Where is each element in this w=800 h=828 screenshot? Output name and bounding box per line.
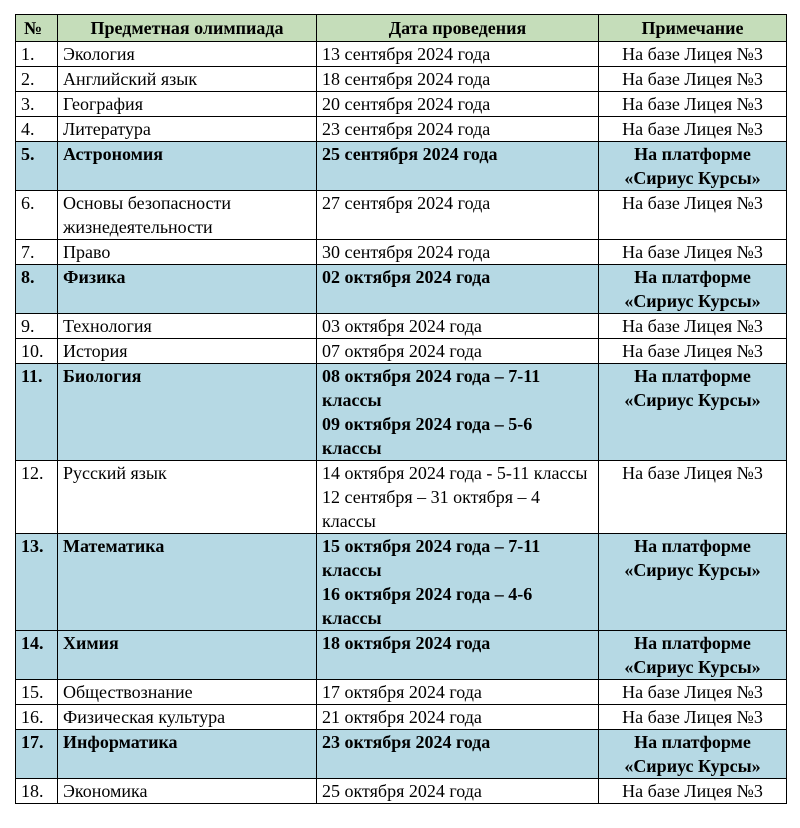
header-number: №: [16, 15, 58, 42]
row-number: 16.: [16, 705, 58, 730]
row-date: [317, 534, 599, 631]
date-line: 08 октября 2024 года – 7-11 классы: [322, 366, 541, 410]
row-subject: Астрономия: [58, 142, 317, 191]
row-note: На платформе «Сириус Курсы»: [599, 730, 787, 779]
row-note: На платформе «Сириус Курсы»: [599, 265, 787, 314]
row-number: 6.: [16, 191, 58, 240]
olympiad-schedule-table: [15, 14, 787, 804]
row-number: 10.: [16, 339, 58, 364]
row-subject: Технология: [58, 314, 317, 339]
header-note: Примечание: [599, 15, 787, 42]
header-date: Дата проведения: [317, 15, 599, 42]
row-note: На базе Лицея №3: [599, 314, 787, 339]
table-row: [16, 92, 787, 117]
row-date: [317, 339, 599, 364]
table-row: [16, 67, 787, 92]
table-row: [16, 534, 787, 631]
row-date: [317, 240, 599, 265]
table-row: [16, 339, 787, 364]
row-number: 8.: [16, 265, 58, 314]
row-number: 12.: [16, 461, 58, 534]
row-date: [317, 191, 599, 240]
date-line: 07 октября 2024 года: [322, 341, 482, 361]
row-number: 7.: [16, 240, 58, 265]
table-row: [16, 461, 787, 534]
row-note: На платформе «Сириус Курсы»: [599, 364, 787, 461]
row-subject: Информатика: [58, 730, 317, 779]
row-date: [317, 142, 599, 191]
row-subject: Биология: [58, 364, 317, 461]
table-row: [16, 42, 787, 67]
row-note: На базе Лицея №3: [599, 92, 787, 117]
row-number: 14.: [16, 631, 58, 680]
row-note: На базе Лицея №3: [599, 461, 787, 534]
date-line: 09 октября 2024 года – 5-6 классы: [322, 414, 533, 458]
row-subject: Экология: [58, 42, 317, 67]
row-date: [317, 680, 599, 705]
table-row: [16, 364, 787, 461]
date-line: 18 октября 2024 года: [322, 633, 491, 653]
date-line: 02 октября 2024 года: [322, 267, 491, 287]
row-date: [317, 364, 599, 461]
row-date: [317, 67, 599, 92]
date-line: 12 сентября – 31 октября – 4 классы: [322, 487, 541, 531]
table-row: [16, 680, 787, 705]
table-row: [16, 191, 787, 240]
row-subject: Физическая культура: [58, 705, 317, 730]
row-subject: Математика: [58, 534, 317, 631]
row-subject: Обществознание: [58, 680, 317, 705]
row-note: На базе Лицея №3: [599, 339, 787, 364]
row-subject: Химия: [58, 631, 317, 680]
row-note: На базе Лицея №3: [599, 705, 787, 730]
row-note: На базе Лицея №3: [599, 680, 787, 705]
row-note: На базе Лицея №3: [599, 117, 787, 142]
table-row: [16, 265, 787, 314]
row-date: [317, 42, 599, 67]
row-subject: Экономика: [58, 779, 317, 804]
row-date: [317, 461, 599, 534]
row-note: На базе Лицея №3: [599, 42, 787, 67]
date-line: 18 сентября 2024 года: [322, 69, 491, 89]
date-line: 25 октября 2024 года: [322, 781, 482, 801]
date-line: 25 сентября 2024 года: [322, 144, 498, 164]
row-number: 11.: [16, 364, 58, 461]
row-date: [317, 314, 599, 339]
row-subject: Литература: [58, 117, 317, 142]
row-number: 3.: [16, 92, 58, 117]
row-number: 17.: [16, 730, 58, 779]
table-body: [16, 42, 787, 804]
row-date: [317, 779, 599, 804]
table-row: [16, 705, 787, 730]
row-number: 18.: [16, 779, 58, 804]
date-line: 13 сентября 2024 года: [322, 44, 491, 64]
date-line: 21 октября 2024 года: [322, 707, 482, 727]
row-number: 4.: [16, 117, 58, 142]
row-subject: История: [58, 339, 317, 364]
date-line: 23 октября 2024 года: [322, 732, 491, 752]
row-note: На базе Лицея №3: [599, 779, 787, 804]
date-line: 14 октября 2024 года - 5-11 классы: [322, 463, 588, 483]
table-row: [16, 142, 787, 191]
row-date: [317, 631, 599, 680]
table-row: [16, 631, 787, 680]
table-row: [16, 117, 787, 142]
row-note: На платформе «Сириус Курсы»: [599, 534, 787, 631]
date-line: 23 сентября 2024 года: [322, 119, 491, 139]
header-row: [16, 15, 787, 42]
row-date: [317, 92, 599, 117]
row-note: На базе Лицея №3: [599, 240, 787, 265]
table-row: [16, 730, 787, 779]
row-date: [317, 730, 599, 779]
table-row: [16, 314, 787, 339]
row-subject: Английский язык: [58, 67, 317, 92]
row-number: 15.: [16, 680, 58, 705]
row-date: [317, 117, 599, 142]
row-note: На базе Лицея №3: [599, 67, 787, 92]
row-subject: Основы безопасности жизнедеятельности: [58, 191, 317, 240]
date-line: 17 октября 2024 года: [322, 682, 482, 702]
row-note: На платформе «Сириус Курсы»: [599, 631, 787, 680]
row-subject: Право: [58, 240, 317, 265]
table-header: [16, 15, 787, 42]
row-subject: География: [58, 92, 317, 117]
date-line: 20 сентября 2024 года: [322, 94, 491, 114]
row-number: 13.: [16, 534, 58, 631]
row-note: На платформе «Сириус Курсы»: [599, 142, 787, 191]
row-number: 9.: [16, 314, 58, 339]
date-line: 30 сентября 2024 года: [322, 242, 491, 262]
table-row: [16, 779, 787, 804]
row-number: 2.: [16, 67, 58, 92]
row-number: 5.: [16, 142, 58, 191]
date-line: 15 октября 2024 года – 7-11 классы: [322, 536, 541, 580]
date-line: 16 октября 2024 года – 4-6 классы: [322, 584, 533, 628]
row-note: На базе Лицея №3: [599, 191, 787, 240]
row-number: 1.: [16, 42, 58, 67]
row-subject: Физика: [58, 265, 317, 314]
date-line: 03 октября 2024 года: [322, 316, 482, 336]
row-date: [317, 705, 599, 730]
table-row: [16, 240, 787, 265]
row-subject: Русский язык: [58, 461, 317, 534]
header-subject: Предметная олимпиада: [58, 15, 317, 42]
date-line: 27 сентября 2024 года: [322, 193, 491, 213]
row-date: [317, 265, 599, 314]
